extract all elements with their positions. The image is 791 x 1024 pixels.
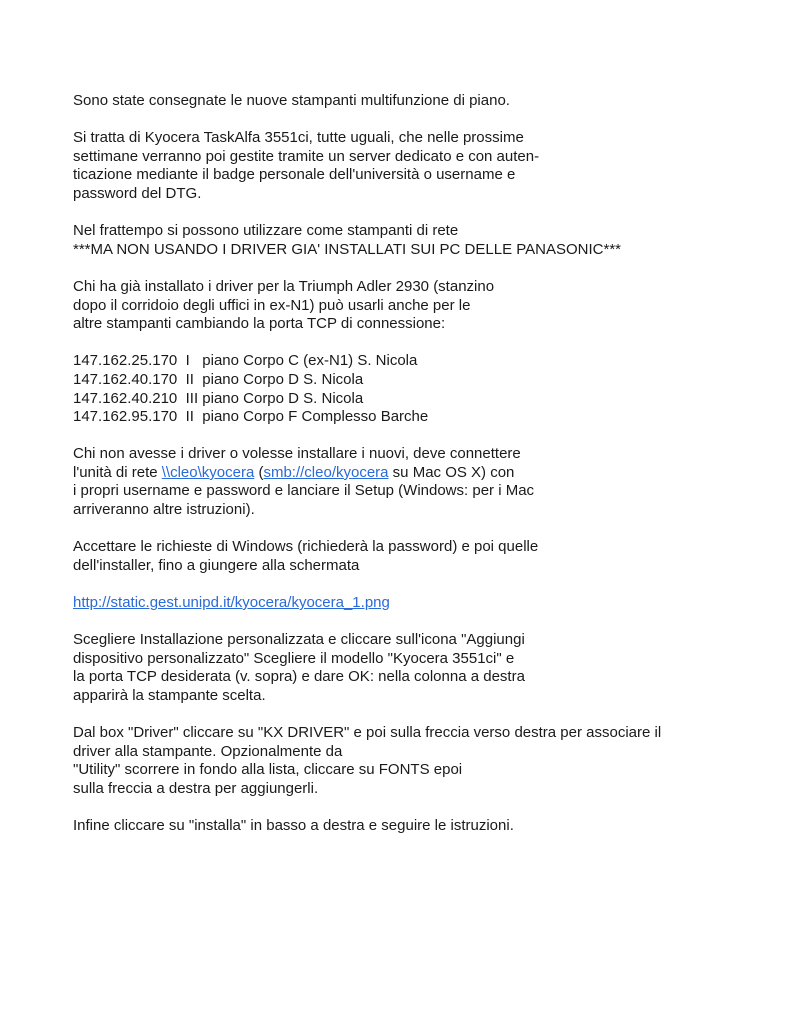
text-line: apparirà la stampante scelta. bbox=[73, 687, 266, 704]
text-line: Nel frattempo si possono utilizzare come stampanti di rete bbox=[73, 222, 459, 240]
text-line: driver alla stampante. Opzionalmente da bbox=[73, 742, 343, 760]
text-line: arriveranno altre istruzioni). bbox=[73, 501, 255, 519]
mac-share-link[interactable]: smb://cleo/kyocera bbox=[263, 463, 389, 481]
text-line: Chi non avesse i driver o volesse installare i nuovi, deve connettere bbox=[73, 445, 521, 463]
screenshot-link-paragraph bbox=[73, 594, 773, 613]
install-new-driver-paragraph bbox=[73, 445, 773, 519]
text-line: Sono state consegnate le nuove stampanti multifunzione di piano. bbox=[73, 92, 510, 109]
document-body bbox=[73, 92, 773, 854]
text-fragment: l'unità di rete bbox=[73, 463, 162, 481]
text-line: Infine cliccare su "installa" in basso a destra e seguire le istruzioni. bbox=[73, 817, 514, 835]
text-line: Si tratta di Kyocera TaskAlfa 3551ci, tutte uguali, che nelle prossime bbox=[73, 129, 524, 147]
printer-address-line: 147.162.25.170 I piano Corpo C (ex-N1) S. Nicola bbox=[73, 352, 418, 370]
warning-line: ***MA NON USANDO I DRIVER GIA' INSTALLATI SUI PC DELLE PANASONIC*** bbox=[73, 240, 621, 258]
text-line: "Utility" scorrere in fondo alla lista, cliccare su FONTS epoi bbox=[73, 761, 463, 779]
windows-share-link[interactable]: \\cleo\kyocera bbox=[161, 463, 255, 481]
printer-address-line: 147.162.40.170 II piano Corpo D S. Nicola bbox=[73, 370, 364, 388]
accept-requests-paragraph bbox=[73, 538, 773, 575]
text-line: Accettare le richieste di Windows (richiederà la password) e poi quelle bbox=[73, 538, 539, 556]
text-line: password del DTG. bbox=[73, 184, 202, 202]
text-line: ticazione mediante il badge personale dell'università o username e bbox=[73, 166, 516, 184]
text-line: i propri username e password e lanciare il Setup (Windows: per i Mac bbox=[73, 482, 535, 500]
text-line: dispositivo personalizzato" Scegliere il modello "Kyocera 3551ci" e bbox=[73, 649, 515, 667]
final-step-paragraph bbox=[73, 817, 773, 836]
text-line: Chi ha già installato i driver per la Triumph Adler 2930 (stanzino bbox=[73, 277, 495, 295]
text-fragment: ( bbox=[254, 463, 264, 481]
driver-box-paragraph bbox=[73, 724, 773, 798]
network-share-line bbox=[73, 464, 773, 483]
printer-model-paragraph bbox=[73, 129, 773, 203]
custom-install-paragraph bbox=[73, 631, 773, 705]
printer-address-list bbox=[73, 352, 773, 426]
text-line: Scegliere Installazione personalizzata e cliccare sull'icona "Aggiungi bbox=[73, 631, 525, 649]
text-line: sulla freccia a destra per aggiungerli. bbox=[73, 779, 319, 797]
printer-address-line: 147.162.95.170 II piano Corpo F Complesso Barche bbox=[73, 408, 429, 426]
text-line: dopo il corridoio degli uffici in ex-N1) può usarli anche per le bbox=[73, 296, 471, 314]
intro-paragraph bbox=[73, 92, 773, 111]
text-line: settimane verranno poi gestite tramite un server dedicato e con auten- bbox=[73, 147, 540, 165]
text-line: la porta TCP desiderata (v. sopra) e dare OK: nella colonna a destra bbox=[73, 668, 525, 686]
warning-paragraph bbox=[73, 222, 773, 259]
existing-driver-paragraph bbox=[73, 278, 773, 334]
screenshot-link[interactable]: http://static.gest.unipd.it/kyocera/kyocera_1.png bbox=[73, 594, 390, 612]
text-line: dell'installer, fino a giungere alla schermata bbox=[73, 556, 360, 574]
text-line: altre stampanti cambiando la porta TCP di connessione: bbox=[73, 315, 446, 333]
text-line: Dal box "Driver" cliccare su "KX DRIVER" e poi sulla freccia verso destra per associare il bbox=[73, 724, 662, 742]
printer-address-line: 147.162.40.210 III piano Corpo D S. Nicola bbox=[73, 389, 364, 407]
text-fragment: su Mac OS X) con bbox=[388, 463, 515, 481]
